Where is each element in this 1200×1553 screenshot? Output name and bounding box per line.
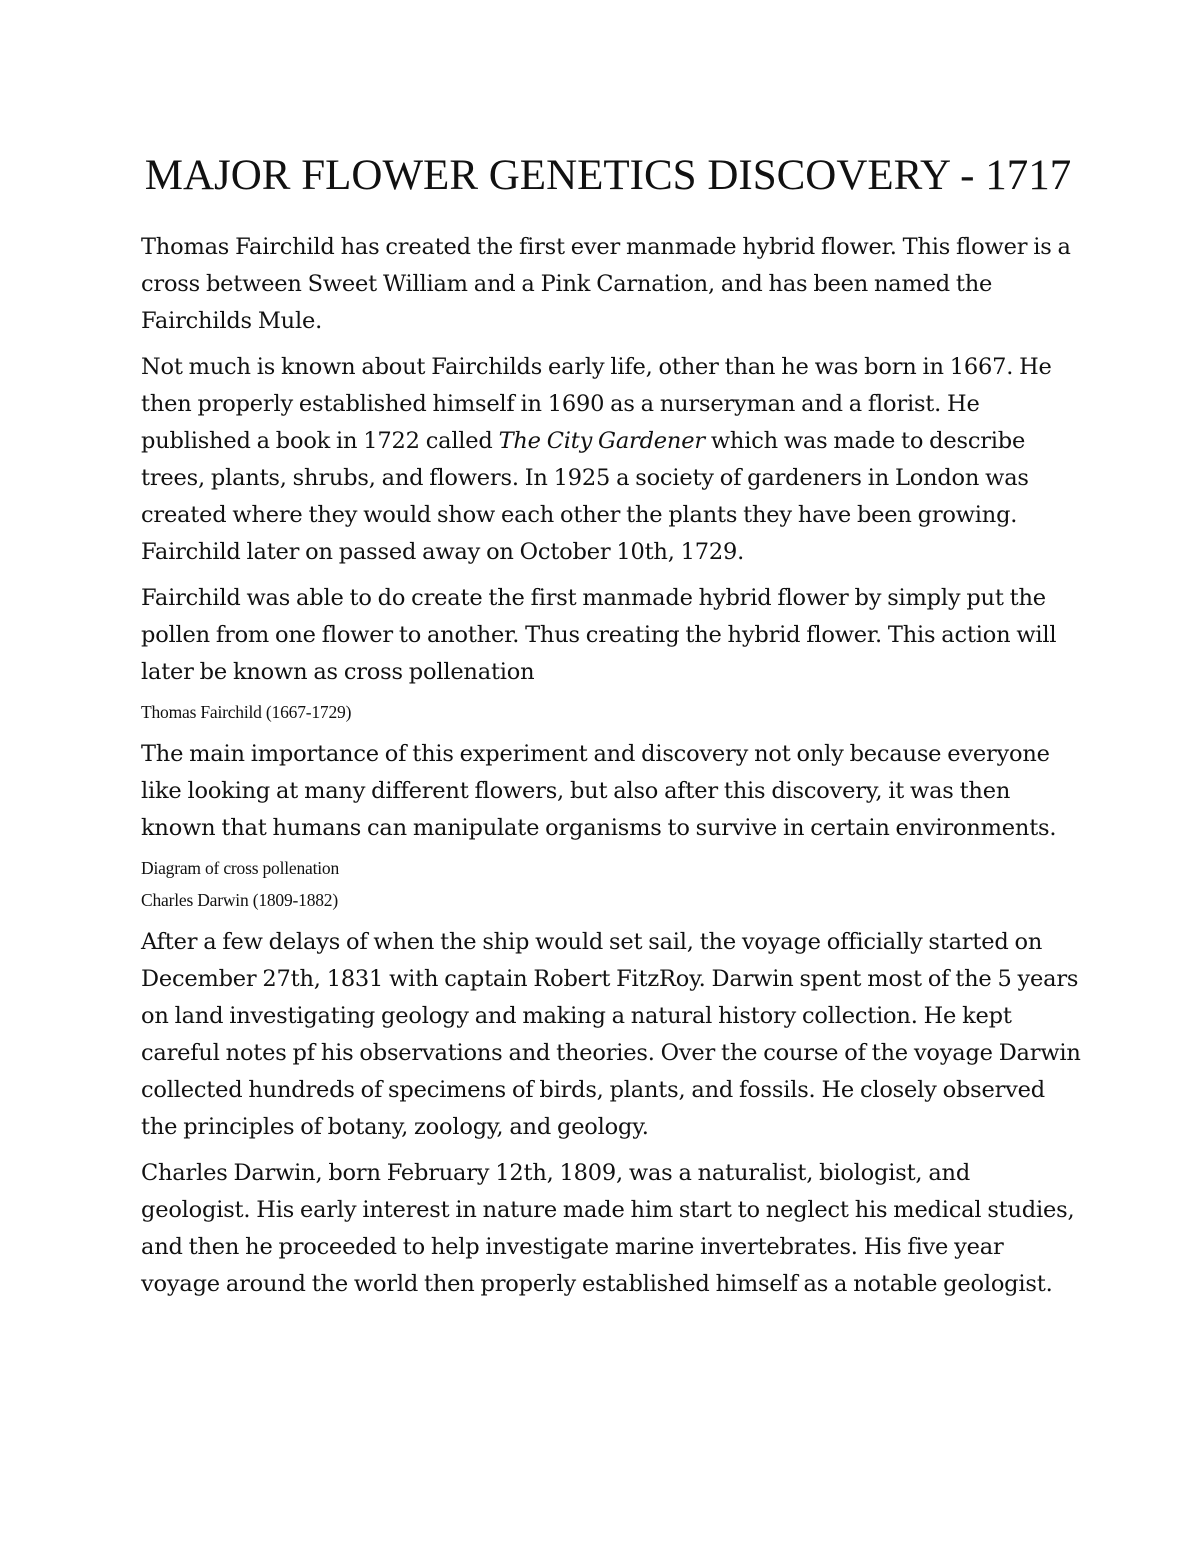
paragraph-importance: The main importance of this experiment and discovery not only because everyone like looking at many different flowers, but also after this discovery, it was then known that humans can manipulate organisms to survive in certain environments. [141, 741, 1057, 841]
paragraph-cross-pollination: Fairchild was able to do create the first manmade hybrid flower by simply put the pollen from one flower to another. Thus creating the hybrid flower. This action will later be known as cross pollenation [141, 585, 1057, 685]
caption-fairchild: Thomas Fairchild (1667-1729) [141, 702, 352, 722]
paragraph-darwin-voyage: After a few delays of when the ship would set sail, the voyage officially started on December 27th, 1831 with captain Robert FitzRoy. Darwin spent most of the 5 years on land investigating geology and making a natural history collection. He kept careful notes pf his observations and theories. Over the course of the voyage Darwin collected hundreds of specimens of birds, plants, and fossils. He closely observed the principles of botany, zoology, and geology. [141, 929, 1081, 1140]
paragraph-darwin-bio: Charles Darwin, born February 12th, 1809, was a naturalist, biologist, and geologist. His early interest in nature made him start to neglect his medical studies, and then he proceeded to help investigate marine invertebrates. His five year voyage around the world then properly established himself as a notable geologist. [141, 1160, 1075, 1297]
caption-darwin: Charles Darwin (1809-1882) [141, 890, 338, 910]
caption-diagram: Diagram of cross pollenation [141, 858, 340, 878]
page-title: MAJOR FLOWER GENETICS DISCOVERY - 1717 [144, 152, 1072, 199]
document-page [141, 143, 1081, 1312]
paragraph-hybrid-flower: Thomas Fairchild has created the first ever manmade hybrid flower. This flower is a cross between Sweet William and a Pink Carnation, and has been named the Fairchilds Mule. [141, 234, 1071, 334]
paragraph-fairchild-life-part-1: Not much is known about Fairchilds early life, other than he was born in 1667. He then properly established himself in 1690 as a nurseryman and a florist. He published a book in 1722 called [141, 354, 1052, 454]
paragraph-fairchild-life [141, 349, 1081, 571]
book-title: The City Gardener [498, 428, 705, 454]
paragraph-fairchild-life-part-2: which was made to describe trees, plants, shrubs, and flowers. In 1925 a society of gardeners in London was created where they would show each other the plants they have been growing. Fairchild later on passed away on October 10th, 1729. [141, 428, 1029, 565]
